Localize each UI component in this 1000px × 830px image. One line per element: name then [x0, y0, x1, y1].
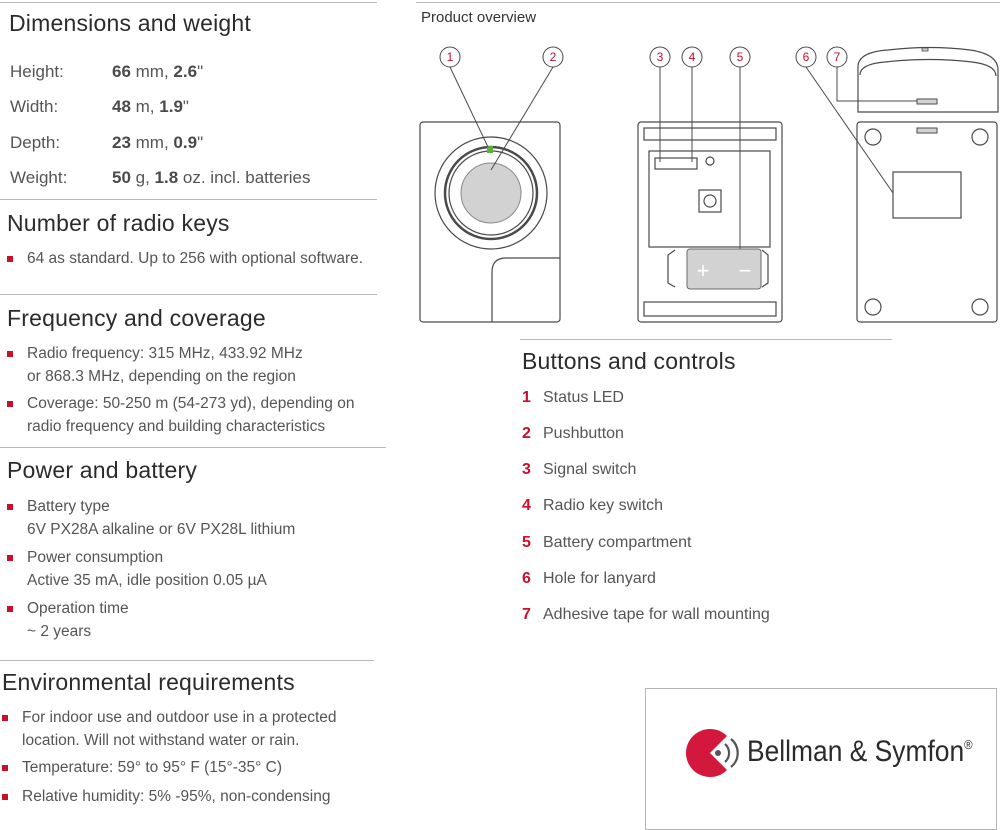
section-divider — [0, 660, 374, 661]
list-item-text: Active 35 mA, idle position 0.05 µA — [27, 571, 267, 589]
control-item — [522, 497, 663, 515]
control-label: Hole for lanyard — [543, 570, 656, 587]
callout-5 — [730, 47, 750, 67]
dimension-value: 2.6 — [173, 62, 198, 81]
list-item — [7, 393, 354, 438]
control-label: Pushbutton — [543, 425, 624, 442]
list-item-text: Operation time — [27, 600, 129, 617]
bullet-square — [7, 351, 13, 357]
dimension-value: 48 — [112, 97, 131, 116]
controls-title: Buttons and controls — [522, 348, 736, 374]
top-vent — [922, 48, 928, 51]
control-number: 7 — [522, 606, 531, 623]
dimension-unit: mm, — [130, 133, 174, 152]
list-item — [7, 343, 303, 388]
list-item-text: ~ 2 years — [27, 622, 92, 640]
product-overview-diagram — [0, 0, 1000, 340]
dimension-unit: mm, — [130, 62, 174, 81]
list-item-text: Radio frequency: 315 MHz, 433.92 MHz — [27, 345, 303, 362]
bullet-square — [7, 504, 13, 510]
callout-number: 1 — [446, 50, 454, 64]
list-item-text: or 868.3 MHz, depending on the region — [27, 367, 296, 385]
bellman-logo-icon — [686, 727, 746, 779]
callout-7 — [827, 47, 847, 67]
list-item — [2, 707, 337, 752]
callout-number: 6 — [802, 50, 810, 64]
control-label: Adhesive tape for wall mounting — [543, 606, 770, 623]
dimension-unit: m, — [130, 97, 160, 116]
list-item-text: radio frequency and building characteristics — [27, 417, 326, 435]
brand-logo-box — [645, 688, 997, 830]
battery-minus-symbol: − — [738, 258, 752, 283]
control-label: Radio key switch — [543, 497, 664, 514]
control-number: 3 — [522, 461, 531, 478]
callout-number: 5 — [736, 50, 744, 64]
radio-keys-title: Number of radio keys — [7, 210, 230, 236]
bullet-square — [2, 715, 8, 721]
battery-plus-symbol: + — [696, 258, 710, 283]
dimension-unit: g, — [130, 168, 155, 187]
list-item — [2, 786, 330, 809]
callout-3 — [650, 47, 670, 67]
dimension-value: 1.8 — [154, 168, 179, 187]
list-item-text: location. Will not withstand water or rain. — [22, 731, 300, 749]
dimension-label: Depth: — [10, 133, 61, 152]
section-divider — [520, 339, 892, 340]
callout-2 — [543, 47, 563, 67]
pushbutton — [461, 163, 521, 223]
control-number: 4 — [522, 497, 531, 514]
dimension-value: 1.9 — [159, 97, 183, 116]
callout-1 — [440, 47, 460, 67]
lanyard-hole — [917, 128, 937, 133]
dimension-value: 0.9 — [173, 133, 198, 152]
callout-markers — [440, 47, 847, 67]
dimension-value: 66 — [112, 62, 131, 81]
list-item-text: Relative humidity: 5% -95%, non-condensing — [22, 788, 331, 805]
list-item — [7, 496, 295, 541]
dimension-unit: oz. incl. batteries — [178, 168, 311, 187]
bullet-square — [7, 401, 13, 407]
control-label: Battery compartment — [543, 534, 692, 551]
control-number: 2 — [522, 425, 531, 442]
list-item — [7, 547, 267, 592]
frequency-title: Frequency and coverage — [7, 305, 266, 331]
control-number: 6 — [522, 570, 531, 587]
callout-number: 3 — [656, 50, 664, 64]
list-item-text: Temperature: 59° to 95° F (15°-35° C) — [22, 759, 282, 776]
list-item — [7, 598, 129, 643]
control-label: Status LED — [543, 389, 624, 406]
control-item — [522, 461, 636, 479]
bullet-square — [7, 606, 13, 612]
list-item — [2, 757, 282, 780]
callout-number: 4 — [688, 50, 696, 64]
bullet-square — [2, 794, 8, 800]
control-item — [522, 606, 770, 624]
control-item — [522, 534, 692, 552]
section-divider — [0, 447, 386, 448]
callout-number: 2 — [549, 50, 557, 64]
control-item — [522, 570, 656, 588]
device-back-view — [857, 48, 998, 323]
status-led — [487, 146, 493, 153]
control-number: 1 — [522, 389, 531, 406]
dimension-label: Height: — [10, 62, 64, 81]
registered-mark: ® — [964, 737, 973, 752]
dimension-label: Weight: — [10, 168, 68, 187]
brand-name — [747, 735, 973, 769]
dimensions-title: Dimensions and weight — [9, 10, 251, 36]
control-number: 5 — [522, 534, 531, 551]
dimension-unit: " — [182, 97, 189, 116]
dimension-value: 23 — [112, 133, 131, 152]
adhesive-tape — [917, 99, 937, 104]
callout-number: 7 — [833, 50, 841, 64]
control-label: Signal switch — [543, 461, 637, 478]
list-item-text: For indoor use and outdoor use in a protected — [22, 709, 337, 726]
dimension-unit: " — [197, 62, 204, 81]
dimension-value: 50 — [112, 168, 131, 187]
overview-title: Product overview — [421, 9, 537, 26]
control-item — [522, 389, 624, 407]
brand-name-text: Bellman & Symfon — [747, 735, 965, 768]
dimension-label: Width: — [10, 97, 59, 116]
bullet-square — [2, 765, 8, 771]
list-item-text: Battery type — [27, 498, 110, 515]
callout-4 — [682, 47, 702, 67]
list-item-text: 64 as standard. Up to 256 with optional software. — [27, 250, 364, 267]
list-item-text: 6V PX28A alkaline or 6V PX28L lithium — [27, 520, 296, 538]
callout-6 — [796, 47, 816, 67]
dimension-unit: " — [197, 133, 204, 152]
environment-title: Environmental requirements — [2, 669, 295, 695]
control-item — [522, 425, 624, 443]
list-item-text: Coverage: 50-250 m (54-273 yd), depending on — [27, 395, 355, 412]
bullet-square — [7, 555, 13, 561]
list-item-text: Power consumption — [27, 549, 164, 566]
power-title: Power and battery — [7, 457, 198, 483]
